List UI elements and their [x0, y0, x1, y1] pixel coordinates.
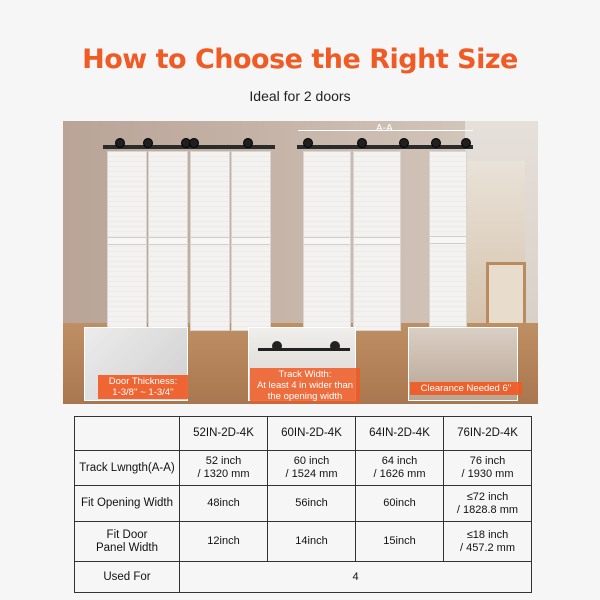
roller-icon [243, 138, 253, 148]
table-cell: 60 inch / 1524 mm [268, 451, 356, 486]
row-label: Fit Door Panel Width [75, 522, 180, 562]
table-cell: 64 inch / 1626 mm [356, 451, 444, 486]
door-panel [107, 151, 147, 331]
right-track [297, 145, 473, 149]
shelf [486, 262, 526, 327]
table-cell: 60inch [356, 486, 444, 522]
table-cell: 48inch [180, 486, 268, 522]
caption-line: Door Thickness: [108, 376, 178, 387]
door-panel [303, 151, 351, 331]
caption-line: 1-3/8'' ~ 1-3/4'' [112, 387, 174, 398]
roller-icon [189, 138, 199, 148]
table-row [75, 486, 532, 522]
roller-icon [303, 138, 313, 148]
table-cell: 76 inch / 1930 mm [444, 451, 532, 486]
table-header-cell [75, 417, 180, 451]
door-panel [353, 151, 401, 331]
table-header-cell: 52IN-2D-4K [180, 417, 268, 451]
roller-icon [357, 138, 367, 148]
table-row [75, 451, 532, 486]
table-header-cell: 76IN-2D-4K [444, 417, 532, 451]
roller-icon [115, 138, 125, 148]
track-width-caption [250, 368, 360, 403]
door-panel [148, 151, 188, 331]
caption-line: Track Width: [278, 369, 332, 380]
table-cell: ≤72 inch / 1828.8 mm [444, 486, 532, 522]
table-header-cell: 60IN-2D-4K [268, 417, 356, 451]
table-cell: 52 inch / 1320 mm [180, 451, 268, 486]
roller-icon [143, 138, 153, 148]
clearance-caption [410, 382, 522, 395]
roller-icon [431, 138, 441, 148]
door-panel [231, 151, 271, 331]
table-cell: 15inch [356, 522, 444, 562]
page-subtitle: Ideal for 2 doors [249, 88, 351, 104]
table-cell: 12inch [180, 522, 268, 562]
table-cell: ≤18 inch / 457.2 mm [444, 522, 532, 562]
caption-line: At least 4 in wider than [256, 380, 354, 391]
roller-icon [330, 341, 340, 351]
table-cell: 4 [180, 562, 532, 593]
page-title: How to Choose the Right Size [82, 44, 518, 75]
door-panel [429, 151, 467, 327]
table-header-cell: 64IN-2D-4K [356, 417, 444, 451]
row-label: Used For [75, 562, 180, 593]
door-panel [190, 151, 230, 331]
table-row [75, 562, 532, 593]
roller-icon [272, 341, 282, 351]
caption-line: Clearance Needed 6'' [420, 383, 512, 394]
table-cell: 56inch [268, 486, 356, 522]
table-cell: 14inch [268, 522, 356, 562]
dimension-label: A-A [376, 123, 393, 134]
table-row [75, 522, 532, 562]
size-table [74, 416, 531, 592]
caption-line: the opening width [267, 391, 343, 402]
roller-icon [461, 138, 471, 148]
door-thickness-caption [98, 375, 188, 399]
row-label: Fit Opening Width [75, 486, 180, 522]
row-label: Track Lwngth(A-A) [75, 451, 180, 486]
roller-icon [399, 138, 409, 148]
